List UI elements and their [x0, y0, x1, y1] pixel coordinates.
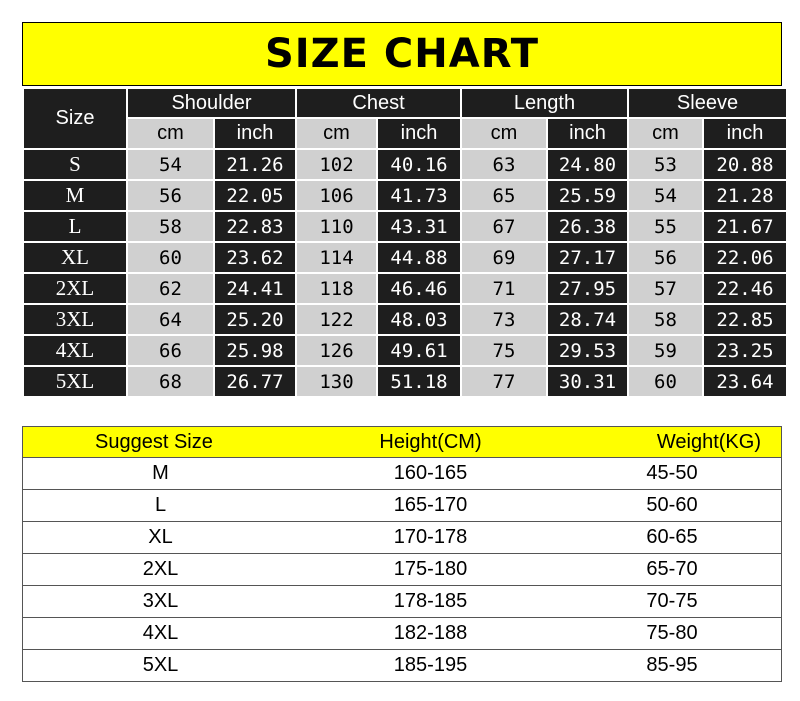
inch-value: 26.77 [215, 367, 295, 396]
height-cell: 160-165 [298, 458, 563, 490]
size-chart-table [22, 87, 788, 398]
size-label: 5XL [24, 367, 126, 396]
cm-value: 114 [297, 243, 376, 272]
cm-value: 122 [297, 305, 376, 334]
unit-cm: cm [629, 119, 702, 148]
chest-header: Chest [297, 89, 460, 117]
cm-value: 68 [128, 367, 213, 396]
inch-value: 22.05 [215, 181, 295, 210]
height-cell: 165-170 [298, 490, 563, 522]
weight-cell: 50-60 [563, 490, 782, 522]
inch-value: 21.67 [704, 212, 786, 241]
inch-value: 21.28 [704, 181, 786, 210]
table-row [23, 554, 782, 586]
inch-value: 40.16 [378, 150, 460, 179]
inch-value: 44.88 [378, 243, 460, 272]
size-chart-body [24, 150, 786, 396]
inch-value: 20.88 [704, 150, 786, 179]
inch-value: 30.31 [548, 367, 627, 396]
height-header: Height(CM) [298, 427, 563, 458]
inch-value: 25.59 [548, 181, 627, 210]
table-row [24, 336, 786, 365]
suggest-body [23, 458, 782, 682]
inch-value: 22.46 [704, 274, 786, 303]
weight-cell: 45-50 [563, 458, 782, 490]
size-header: Size [24, 89, 126, 148]
table-row [24, 181, 786, 210]
weight-cell: 75-80 [563, 618, 782, 650]
suggest-size-cell: L [23, 490, 299, 522]
cm-value: 106 [297, 181, 376, 210]
inch-value: 27.17 [548, 243, 627, 272]
table-row [24, 150, 786, 179]
suggest-size-cell: 5XL [23, 650, 299, 682]
inch-value: 24.41 [215, 274, 295, 303]
size-label: S [24, 150, 126, 179]
unit-cm: cm [128, 119, 213, 148]
table-row [23, 522, 782, 554]
inch-value: 46.46 [378, 274, 460, 303]
table-row [24, 367, 786, 396]
weight-cell: 60-65 [563, 522, 782, 554]
inch-value: 51.18 [378, 367, 460, 396]
size-label: 3XL [24, 305, 126, 334]
cm-value: 69 [462, 243, 546, 272]
table-row [24, 212, 786, 241]
inch-value: 41.73 [378, 181, 460, 210]
weight-cell: 85-95 [563, 650, 782, 682]
height-cell: 182-188 [298, 618, 563, 650]
page-title: SIZE CHART [264, 31, 540, 77]
cm-value: 57 [629, 274, 702, 303]
cm-value: 75 [462, 336, 546, 365]
unit-inch: inch [378, 119, 460, 148]
suggest-size-table [22, 426, 782, 682]
suggest-size-cell: M [23, 458, 299, 490]
inch-value: 25.20 [215, 305, 295, 334]
table-row [23, 458, 782, 490]
table-row [23, 618, 782, 650]
cm-value: 60 [128, 243, 213, 272]
cm-value: 56 [128, 181, 213, 210]
cm-value: 65 [462, 181, 546, 210]
cm-value: 66 [128, 336, 213, 365]
cm-value: 55 [629, 212, 702, 241]
height-cell: 185-195 [298, 650, 563, 682]
inch-value: 48.03 [378, 305, 460, 334]
table-row [24, 305, 786, 334]
cm-value: 62 [128, 274, 213, 303]
inch-value: 22.06 [704, 243, 786, 272]
height-cell: 178-185 [298, 586, 563, 618]
suggest-size-cell: 2XL [23, 554, 299, 586]
cm-value: 54 [128, 150, 213, 179]
inch-value: 29.53 [548, 336, 627, 365]
cm-value: 77 [462, 367, 546, 396]
cm-value: 60 [629, 367, 702, 396]
cm-value: 126 [297, 336, 376, 365]
unit-cm: cm [462, 119, 546, 148]
inch-value: 22.85 [704, 305, 786, 334]
inch-value: 21.26 [215, 150, 295, 179]
cm-value: 64 [128, 305, 213, 334]
cm-value: 54 [629, 181, 702, 210]
inch-value: 25.98 [215, 336, 295, 365]
size-label: 4XL [24, 336, 126, 365]
unit-inch: inch [215, 119, 295, 148]
cm-value: 110 [297, 212, 376, 241]
cm-value: 73 [462, 305, 546, 334]
cm-value: 102 [297, 150, 376, 179]
suggest-size-cell: 4XL [23, 618, 299, 650]
unit-inch: inch [548, 119, 627, 148]
suggest-size-header: Suggest Size [23, 427, 299, 458]
inch-value: 23.25 [704, 336, 786, 365]
inch-value: 22.83 [215, 212, 295, 241]
inch-value: 23.62 [215, 243, 295, 272]
size-label: XL [24, 243, 126, 272]
inch-value: 26.38 [548, 212, 627, 241]
height-cell: 175-180 [298, 554, 563, 586]
cm-value: 67 [462, 212, 546, 241]
inch-value: 27.95 [548, 274, 627, 303]
suggest-header-row [23, 427, 782, 458]
cm-value: 63 [462, 150, 546, 179]
cm-value: 56 [629, 243, 702, 272]
inch-value: 28.74 [548, 305, 627, 334]
sleeve-header: Sleeve [629, 89, 786, 117]
suggest-size-cell: 3XL [23, 586, 299, 618]
table-row [23, 650, 782, 682]
size-label: M [24, 181, 126, 210]
weight-cell: 70-75 [563, 586, 782, 618]
cm-value: 53 [629, 150, 702, 179]
shoulder-header: Shoulder [128, 89, 295, 117]
cm-value: 58 [128, 212, 213, 241]
table-row [23, 586, 782, 618]
unit-cm: cm [297, 119, 376, 148]
height-cell: 170-178 [298, 522, 563, 554]
inch-value: 24.80 [548, 150, 627, 179]
cm-value: 58 [629, 305, 702, 334]
title-banner [22, 22, 782, 86]
weight-cell: 65-70 [563, 554, 782, 586]
size-label: 2XL [24, 274, 126, 303]
table-row [24, 243, 786, 272]
cm-value: 118 [297, 274, 376, 303]
inch-value: 49.61 [378, 336, 460, 365]
cm-value: 59 [629, 336, 702, 365]
suggest-size-cell: XL [23, 522, 299, 554]
table-row [23, 490, 782, 522]
cm-value: 71 [462, 274, 546, 303]
weight-header: Weight(KG) [563, 427, 782, 458]
length-header: Length [462, 89, 627, 117]
cm-value: 130 [297, 367, 376, 396]
size-label: L [24, 212, 126, 241]
inch-value: 43.31 [378, 212, 460, 241]
inch-value: 23.64 [704, 367, 786, 396]
unit-inch: inch [704, 119, 786, 148]
table-row [24, 274, 786, 303]
